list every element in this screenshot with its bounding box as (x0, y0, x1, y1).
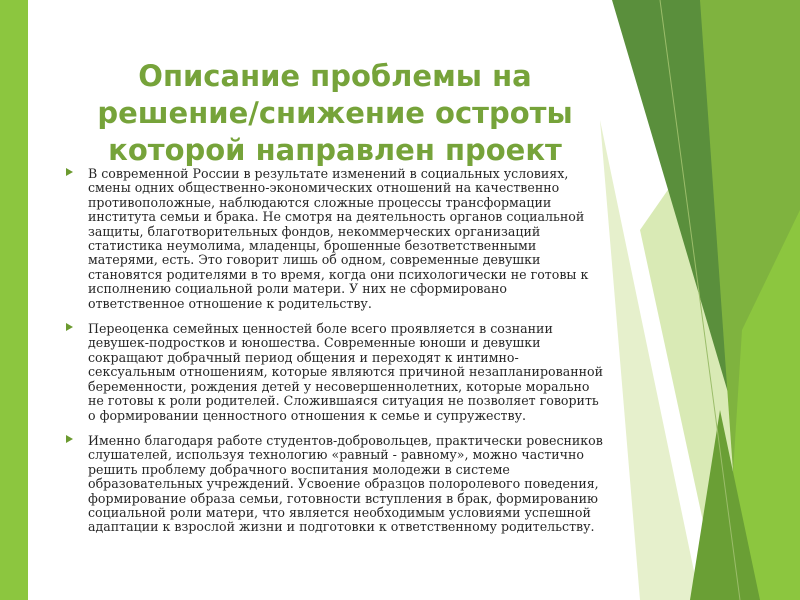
bullet-item (66, 434, 606, 535)
bullet-text (88, 322, 606, 423)
text-line: смены одних общественно-экономических отношений на качественно (88, 180, 560, 196)
bullet-arrow-icon (66, 435, 73, 443)
text-line: слушателей, используя технологию «равный - равному», можно частично (88, 447, 584, 463)
text-line: сокращают добрачный период общения и переходят к интимно- (88, 349, 519, 365)
text-line: формирование образа семьи, готовности вступления в брак, формированию (88, 490, 598, 506)
text-line: сексуальным отношениям, которые являются причиной незапланированной (88, 364, 603, 380)
text-line: противоположные, наблюдаются сложные процессы трансформации (88, 194, 552, 210)
text-line: защиты, благотворительных фондов, некоммерческих организаций (88, 223, 541, 239)
bullet-item (66, 322, 606, 423)
slide-title (70, 58, 600, 169)
bullet-list (66, 167, 606, 546)
title-line: которой направлен проект (108, 133, 562, 167)
bullet-arrow-icon (66, 323, 73, 331)
bullet-arrow-icon (66, 168, 73, 176)
text-line: ответственное отношение к родительству. (88, 295, 372, 311)
text-line: социальной роли матери, что является необходимым условиями успешной (88, 504, 591, 520)
title-line: решение/снижение остроты (97, 96, 573, 130)
bullet-text (88, 167, 606, 311)
text-line: беременности, рождения детей у несовершеннолетних, которые морально (88, 378, 590, 394)
title-line: Описание проблемы на (138, 59, 532, 93)
text-line: о формировании ценностного отношения к семье и супружеству. (88, 407, 527, 423)
bullet-text (88, 434, 606, 535)
text-line: адаптации к взрослой жизни и подготовки к ответственному родительству. (88, 519, 595, 535)
bullet-item (66, 167, 606, 311)
text-line: девушек-подростков и юношества. Современные юноши и девушки (88, 335, 541, 351)
text-line: В современной России в результате изменений в социальных условиях, (88, 166, 569, 181)
text-line: Именно благодаря работе студентов-добровольцев, практически ровесников (88, 432, 603, 448)
text-line: становятся родителями в то время, когда они психологически не готовы к (88, 266, 589, 282)
text-line: не готовы к роли родителей. Сложившаяся ситуация не позволяет говорить (88, 393, 599, 409)
text-line: исполнению социальной роли матери. У них не сформировано (88, 281, 507, 297)
text-line: Переоценка семейных ценностей боле всего проявляется в сознании (88, 321, 553, 337)
text-line: образовательных учреждений. Усвоение образцов полоролевого поведения, (88, 476, 599, 492)
text-line: статистика неумолима, младенцы, брошенные безответственными (88, 238, 537, 254)
text-line: матерями, есть. Это говорит лишь об одном, современные девушки (88, 252, 541, 268)
text-line: института семьи и брака. Не смотря на деятельность органов социальной (88, 209, 585, 225)
left-accent-bar (0, 0, 28, 600)
text-line: решить проблему добрачного воспитания молодежи в системе (88, 461, 510, 477)
